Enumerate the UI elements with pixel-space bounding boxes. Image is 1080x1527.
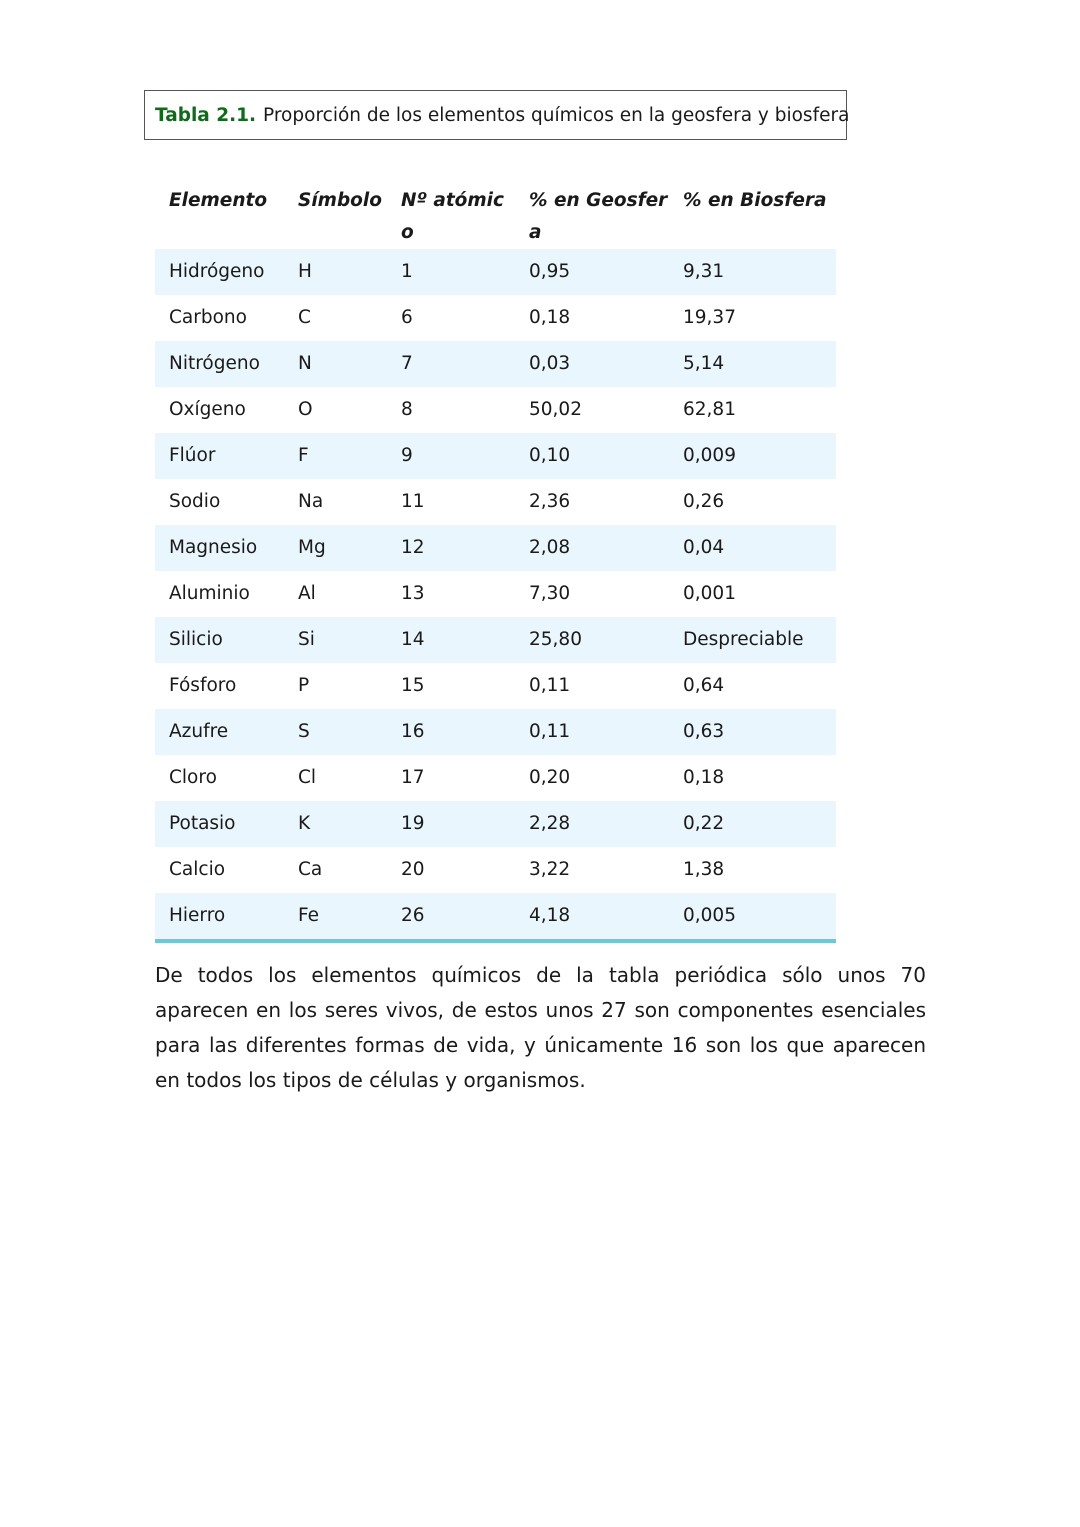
cell-elemento: Fósforo: [155, 663, 284, 709]
cell-elemento: Silicio: [155, 617, 284, 663]
cell-biosfera: 5,14: [669, 341, 836, 387]
table-row: [155, 709, 836, 755]
header-numero-atomico: Nº atómico: [401, 190, 504, 243]
caption-label: Tabla 2.1.: [155, 104, 257, 126]
table-body: [155, 249, 836, 941]
cell-elemento: Azufre: [155, 709, 284, 755]
cell-numero-atomico: 17: [387, 755, 515, 801]
cell-biosfera: 0,64: [669, 663, 836, 709]
cell-elemento: Flúor: [155, 433, 284, 479]
cell-elemento: Hierro: [155, 893, 284, 941]
cell-simbolo: C: [284, 295, 387, 341]
table-row: [155, 801, 836, 847]
cell-numero-atomico: 12: [387, 525, 515, 571]
cell-elemento: Cloro: [155, 755, 284, 801]
header-biosfera: % en Biosfera: [683, 190, 827, 211]
table-row: [155, 663, 836, 709]
table-row: [155, 387, 836, 433]
cell-numero-atomico: 16: [387, 709, 515, 755]
cell-numero-atomico: 9: [387, 433, 515, 479]
cell-numero-atomico: 26: [387, 893, 515, 941]
cell-biosfera: Despreciable: [669, 617, 836, 663]
cell-elemento: Potasio: [155, 801, 284, 847]
table-row: [155, 893, 836, 941]
cell-numero-atomico: 6: [387, 295, 515, 341]
cell-biosfera: 0,22: [669, 801, 836, 847]
cell-simbolo: Fe: [284, 893, 387, 941]
table-row: [155, 341, 836, 387]
table-header-row: [155, 180, 836, 249]
cell-numero-atomico: 20: [387, 847, 515, 893]
cell-simbolo: H: [284, 249, 387, 295]
cell-simbolo: N: [284, 341, 387, 387]
cell-numero-atomico: 13: [387, 571, 515, 617]
cell-geosfera: 50,02: [515, 387, 669, 433]
cell-biosfera: 0,63: [669, 709, 836, 755]
cell-geosfera: 2,36: [515, 479, 669, 525]
cell-simbolo: O: [284, 387, 387, 433]
cell-elemento: Nitrógeno: [155, 341, 284, 387]
cell-simbolo: P: [284, 663, 387, 709]
cell-geosfera: 2,28: [515, 801, 669, 847]
table-row: [155, 249, 836, 295]
cell-biosfera: 0,009: [669, 433, 836, 479]
elements-table: [155, 180, 836, 943]
cell-geosfera: 25,80: [515, 617, 669, 663]
cell-elemento: Hidrógeno: [155, 249, 284, 295]
cell-geosfera: 3,22: [515, 847, 669, 893]
header-geosfera: % en Geosfera: [529, 190, 668, 243]
body-paragraph: De todos los elementos químicos de la tabla periódica sólo unos 70 aparecen en los seres vivos, de estos unos 27 son componentes esenciales para las diferentes formas de vida, y únicamente 16 son los que aparecen en todos los tipos de células y organismos.: [155, 963, 926, 1092]
cell-biosfera: 9,31: [669, 249, 836, 295]
cell-geosfera: 2,08: [515, 525, 669, 571]
cell-elemento: Carbono: [155, 295, 284, 341]
table-row: [155, 295, 836, 341]
header-simbolo: Símbolo: [298, 190, 382, 211]
table-row: [155, 755, 836, 801]
cell-geosfera: 0,18: [515, 295, 669, 341]
table-row: [155, 617, 836, 663]
cell-biosfera: 0,04: [669, 525, 836, 571]
cell-biosfera: 62,81: [669, 387, 836, 433]
table-row: [155, 847, 836, 893]
table-row: [155, 571, 836, 617]
cell-numero-atomico: 8: [387, 387, 515, 433]
cell-simbolo: Mg: [284, 525, 387, 571]
cell-geosfera: 0,11: [515, 663, 669, 709]
cell-elemento: Sodio: [155, 479, 284, 525]
table-row: [155, 479, 836, 525]
cell-elemento: Magnesio: [155, 525, 284, 571]
cell-simbolo: F: [284, 433, 387, 479]
cell-simbolo: Si: [284, 617, 387, 663]
cell-geosfera: 0,11: [515, 709, 669, 755]
cell-numero-atomico: 11: [387, 479, 515, 525]
cell-elemento: Oxígeno: [155, 387, 284, 433]
cell-simbolo: Na: [284, 479, 387, 525]
header-elemento: Elemento: [169, 190, 268, 211]
cell-geosfera: 0,20: [515, 755, 669, 801]
cell-geosfera: 7,30: [515, 571, 669, 617]
cell-elemento: Aluminio: [155, 571, 284, 617]
cell-biosfera: 0,26: [669, 479, 836, 525]
cell-elemento: Calcio: [155, 847, 284, 893]
cell-simbolo: K: [284, 801, 387, 847]
cell-numero-atomico: 7: [387, 341, 515, 387]
cell-geosfera: 0,95: [515, 249, 669, 295]
table-caption: [144, 90, 850, 140]
cell-numero-atomico: 14: [387, 617, 515, 663]
cell-biosfera: 0,18: [669, 755, 836, 801]
cell-biosfera: 0,005: [669, 893, 836, 941]
cell-geosfera: 0,10: [515, 433, 669, 479]
cell-numero-atomico: 1: [387, 249, 515, 295]
cell-geosfera: 4,18: [515, 893, 669, 941]
cell-simbolo: Cl: [284, 755, 387, 801]
cell-numero-atomico: 19: [387, 801, 515, 847]
table-row: [155, 525, 836, 571]
cell-geosfera: 0,03: [515, 341, 669, 387]
cell-simbolo: Ca: [284, 847, 387, 893]
cell-biosfera: 0,001: [669, 571, 836, 617]
cell-simbolo: S: [284, 709, 387, 755]
cell-simbolo: Al: [284, 571, 387, 617]
cell-numero-atomico: 15: [387, 663, 515, 709]
cell-biosfera: 1,38: [669, 847, 836, 893]
caption-text: Proporción de los elementos químicos en la geosfera y biosfera: [263, 104, 850, 126]
cell-biosfera: 19,37: [669, 295, 836, 341]
table-row: [155, 433, 836, 479]
